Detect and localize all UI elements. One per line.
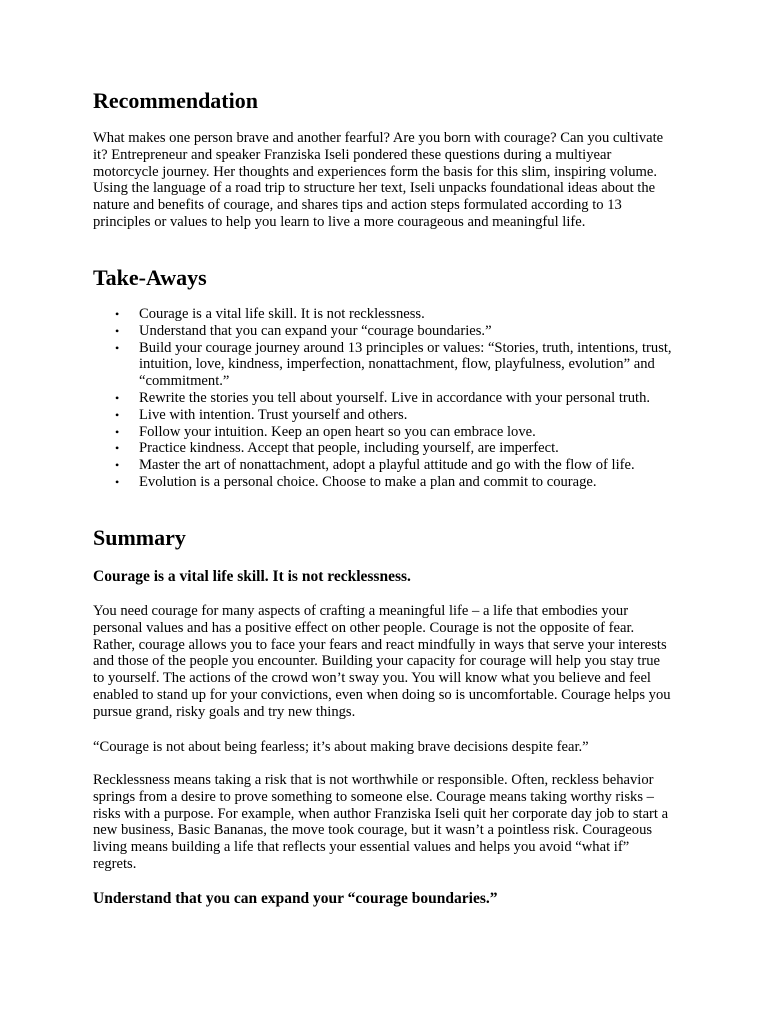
list-item-text: Live with intention. Trust yourself and others. xyxy=(139,406,408,423)
list-item xyxy=(93,474,673,491)
bullet-icon: • xyxy=(115,441,120,456)
pull-quote: “Courage is not about being fearless; it’s about making brave decisions despite fear.” xyxy=(93,739,589,755)
recommendation-heading: Recommendation xyxy=(93,88,258,113)
bullet-icon: • xyxy=(115,390,120,405)
list-item-text: Courage is a vital life skill. It is not recklessness. xyxy=(139,306,425,322)
list-item xyxy=(93,306,673,323)
list-item-text: Follow your intuition. Keep an open heart so you can embrace love. xyxy=(139,423,536,440)
bullet-icon: • xyxy=(115,407,120,422)
list-item xyxy=(93,340,673,390)
list-item-text: Master the art of nonattachment, adopt a playful attitude and go with the flow of life. xyxy=(139,457,635,474)
bullet-icon: • xyxy=(115,307,120,321)
section-heading-boundaries: Understand that you can expand your “courage boundaries.” xyxy=(93,890,498,907)
bullet-icon: • xyxy=(115,458,120,473)
list-item xyxy=(93,323,673,340)
list-item-text: Evolution is a personal choice. Choose to make a plan and commit to courage. xyxy=(139,473,597,490)
summary-heading: Summary xyxy=(93,525,186,550)
bullet-icon: • xyxy=(115,323,120,338)
list-item xyxy=(93,440,673,457)
takeaways-list xyxy=(93,306,673,491)
list-item-text: Rewrite the stories you tell about yourself. Live in accordance with your personal truth. xyxy=(139,389,651,406)
list-item-text: Build your courage journey around 13 principles or values: “Stories, truth, intentions, trust, intuition, love, kindness, imperfection, nonattachment, flow, playfulness, evolution” and “commitment.” xyxy=(139,339,672,390)
section-heading-courage: Courage is a vital life skill. It is not recklessness. xyxy=(93,568,411,585)
list-item xyxy=(93,424,673,441)
bullet-icon: • xyxy=(115,474,120,489)
list-item-text: Understand that you can expand your “courage boundaries.” xyxy=(139,322,492,339)
list-item xyxy=(93,390,673,407)
summary-paragraph-recklessness: Recklessness means taking a risk that is not worthwhile or responsible. Often, reckless behavior springs from a desire to prove something to someone else. Courage means taking worthy risks – risks with a purpose. For example, when author Franziska Iseli quit her corporate day job to start a new business, Basic Bananas, the move took courage, but it wasn’t a pointless risk. Courageous living means building a life that reflects your essential values and helps you avoid “what if” regrets. xyxy=(93,772,669,872)
recommendation-paragraph: What makes one person brave and another fearful? Are you born with courage? Can you cultivate it? Entrepreneur and speaker Franziska Iseli pondered these questions during a multiyear motorcycle journey. Her thoughts and experiences form the basis for this slim, inspiring volume. Using the language of a road trip to structure her text, Iseli unpacks foundational ideas about the nature and benefits of courage, and shares tips and action steps formulated according to 13 principles or values to help you learn to live a more courageous and meaningful life. xyxy=(93,130,664,230)
takeaways-heading: Take-Aways xyxy=(93,265,207,290)
bullet-icon: • xyxy=(115,340,120,355)
summary-paragraph-courage: You need courage for many aspects of crafting a meaningful life – a life that embodies your personal values and has a positive effect on other people. Courage is not the opposite of fear. Rather, courage allows you to face your fears and react mindfully in ways that serve your interests and those of the people you encounter. Building your capacity for courage will help you stay true to yourself. The actions of the crowd won’t sway you. You will know what you believe and feel enabled to stand up for your convictions, even when doing so is uncomfortable. Courage helps you pursue grand, risky goals and try new things. xyxy=(93,603,671,720)
list-item xyxy=(93,407,673,424)
list-item-text: Practice kindness. Accept that people, including yourself, are imperfect. xyxy=(139,440,559,457)
list-item xyxy=(93,457,673,474)
bullet-icon: • xyxy=(115,424,120,439)
